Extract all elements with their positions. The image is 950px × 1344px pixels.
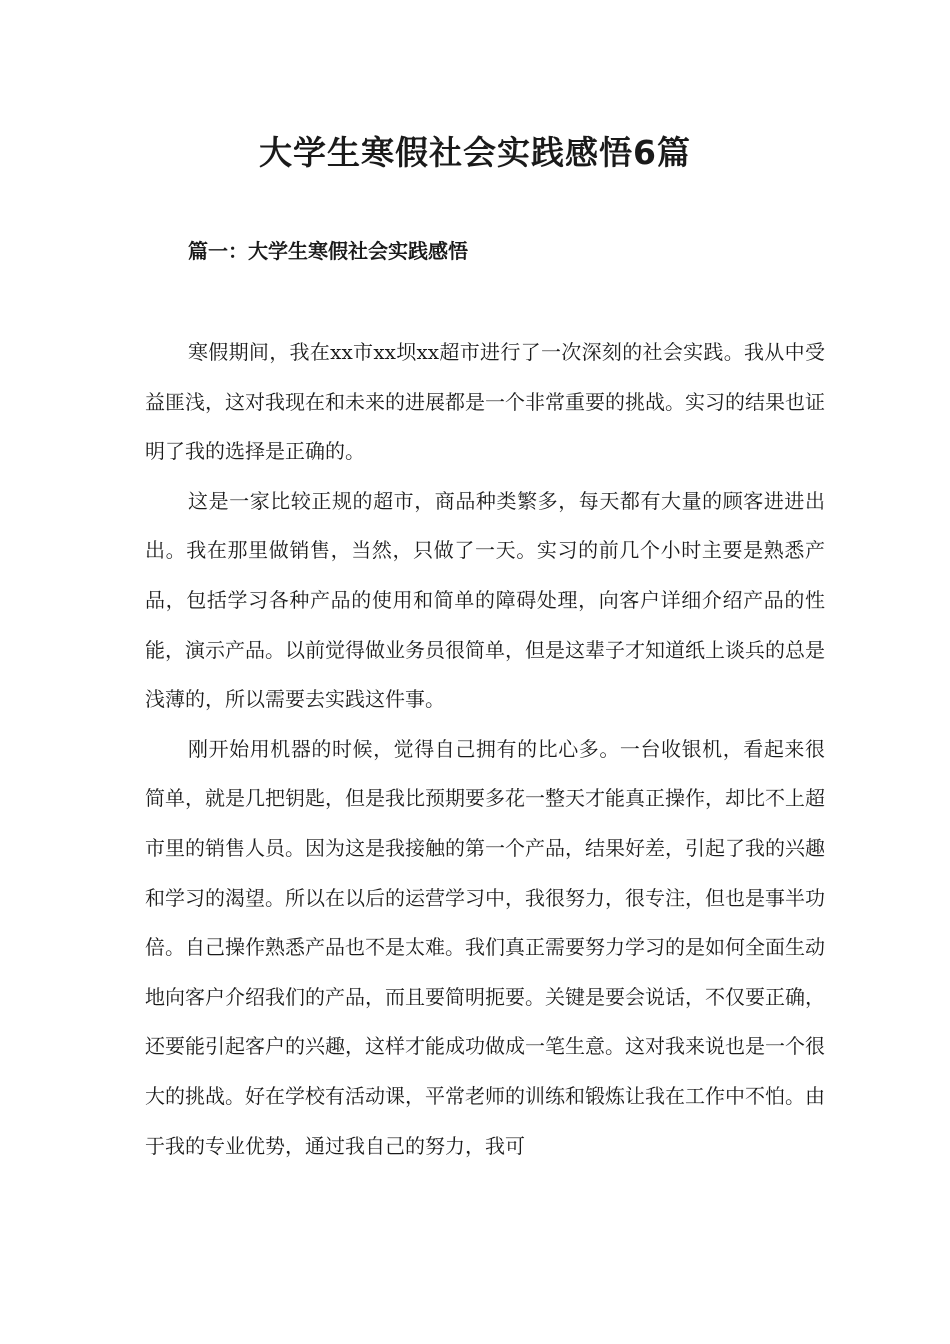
document-body: [145, 328, 825, 1171]
paragraph-1: 寒假期间，我在xx市xx坝xx超市进行了一次深刻的社会实践。我从中受益匪浅，这对我现在和未来的进展都是一个非常重要的挑战。实习的结果也证明了我的选择是正确的。: [145, 340, 825, 464]
paragraph-2: 这是一家比较正规的超市，商品种类繁多，每天都有大量的顾客进进出出。我在那里做销售，当然，只做了一天。实习的前几个小时主要是熟悉产品，包括学习各种产品的使用和简单的障碍处理，向客户详细介绍产品的性能，演示产品。以前觉得做业务员很简单，但是这辈子才知道纸上谈兵的总是浅薄的，所以需要去实践这件事。: [145, 488, 825, 712]
document-title: 大学生寒假社会实践感悟6篇: [259, 133, 691, 172]
paragraph-3: 刚开始用机器的时候，觉得自己拥有的比心多。一台收银机，看起来很简单，就是几把钥匙，但是我比预期要多花一整天才能真正操作，却比不上超市里的销售人员。因为这是我接触的第一个产品，结果好差，引起了我的兴趣和学习的渴望。所以在以后的运营学习中，我很努力，很专注，但也是事半功倍。自己操作熟悉产品也不是太难。我们真正需要努力学习的是如何全面生动地向客户介绍我们的产品，而且要简明扼要。关键是要会说话，不仅要正确，还要能引起客户的兴趣，这样才能成功做成一笔生意。这对我来说也是一个很大的挑战。好在学校有活动课，平常老师的训练和锻炼让我在工作中不怕。由于我的专业优势，通过我自己的努力，我可: [145, 736, 825, 1158]
section-heading: 篇一：大学生寒假社会实践感悟: [188, 239, 468, 263]
